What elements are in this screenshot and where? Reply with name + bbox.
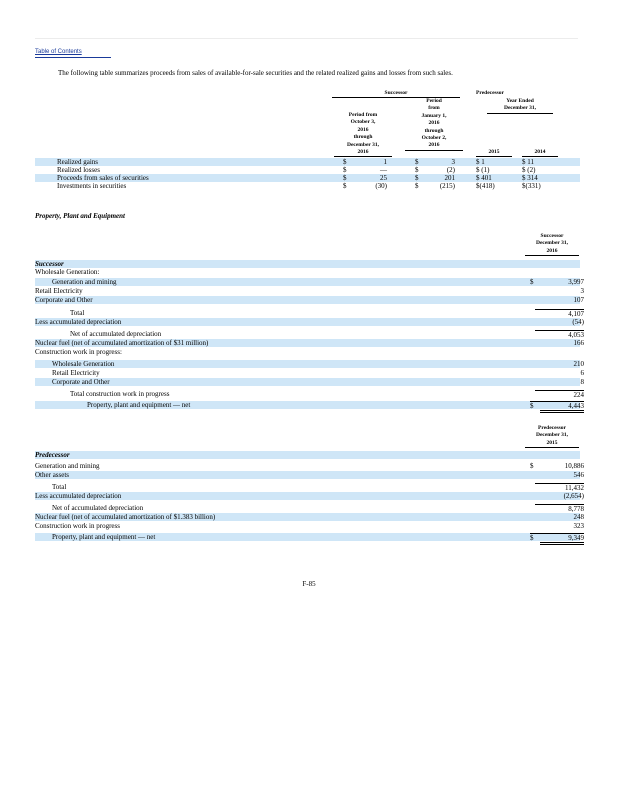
intro-paragraph: The following table summarizes proceeds from sales of available-for-sale securities and the related realized gains and losses from such sales. [58,69,453,77]
table-row: Construction work in progress: [35,348,122,356]
table-row: Retail Electricity 3 [35,287,584,295]
predecessor-ppe-column-header: Predecessor December 31, 2015 [525,425,579,448]
col-header-2014: 2014 [522,149,558,157]
page-number: F-85 [302,580,316,588]
table-row: Wholesale Generation: [35,268,100,276]
table-row: Construction work in progress 323 [35,522,584,530]
table-row: Investments in securities $ (30) $ (215) $(418) $(331) [57,182,541,190]
table-row: Property, plant and equipment — net $ 4,443 [35,401,580,409]
table-row: Property, plant and equipment — net $ 9,349 [35,533,580,541]
toc-rule [35,57,111,58]
table-row: Net of accumulated depreciation 4,053 [70,330,584,339]
table-row: Realized gains $ 1 $ 3 $ 1 $ 11 [35,158,580,166]
table-row: Wholesale Generation 210 [35,360,580,368]
table-row: Corporate and Other 107 [35,296,584,304]
table-row: Realized losses $ — $ (2) $ (1) $ (2) [57,166,536,174]
ppe-section-title: Property, Plant and Equipment [35,212,125,220]
table-row: Nuclear fuel (net of accumulated amortization of $31 million) 166 [35,339,584,347]
table-row: Corporate and Other 8 [35,378,580,386]
table-row: Generation and mining $ 10,886 [35,462,584,470]
table-row: Net of accumulated depreciation 8,778 [52,504,584,513]
predecessor-group-header: Predecessor [476,90,504,96]
col-header-period-oct3: Period from October 3, 2016 through December 31, 2016 [334,112,392,157]
table-row: Less accumulated depreciation (2,654) [35,492,584,500]
table-row: Total 4,107 [70,309,584,318]
successor-section-label: Successor [35,260,580,268]
table-of-contents-link[interactable]: Table of Contents [35,49,82,55]
table-row: Total 11,432 [52,483,584,492]
col-header-year-ended: Year Ended December 31, [487,98,553,114]
table-row: Proceeds from sales of securities $ 25 $ 201 $ 401 $ 314 [35,174,580,182]
table-row: Less accumulated depreciation (54) [35,318,584,326]
table-row: Total construction work in progress 224 [70,390,584,399]
predecessor-section-label: Predecessor [35,451,580,459]
table-row: Retail Electricity 6 [52,369,584,377]
successor-ppe-column-header: Successor December 31, 2016 [525,233,579,256]
top-divider [35,38,578,39]
table-row: Other assets 546 [35,471,584,479]
table-row: Generation and mining $ 3,997 [35,278,580,286]
successor-group-header: Successor [332,90,460,98]
col-header-period-jan1: Period from January 1, 2016 through October 2, 2016 [405,98,463,151]
table-row: Nuclear fuel (net of accumulated amortization of $1.383 billion) 248 [35,513,584,521]
col-header-2015: 2015 [476,149,512,157]
